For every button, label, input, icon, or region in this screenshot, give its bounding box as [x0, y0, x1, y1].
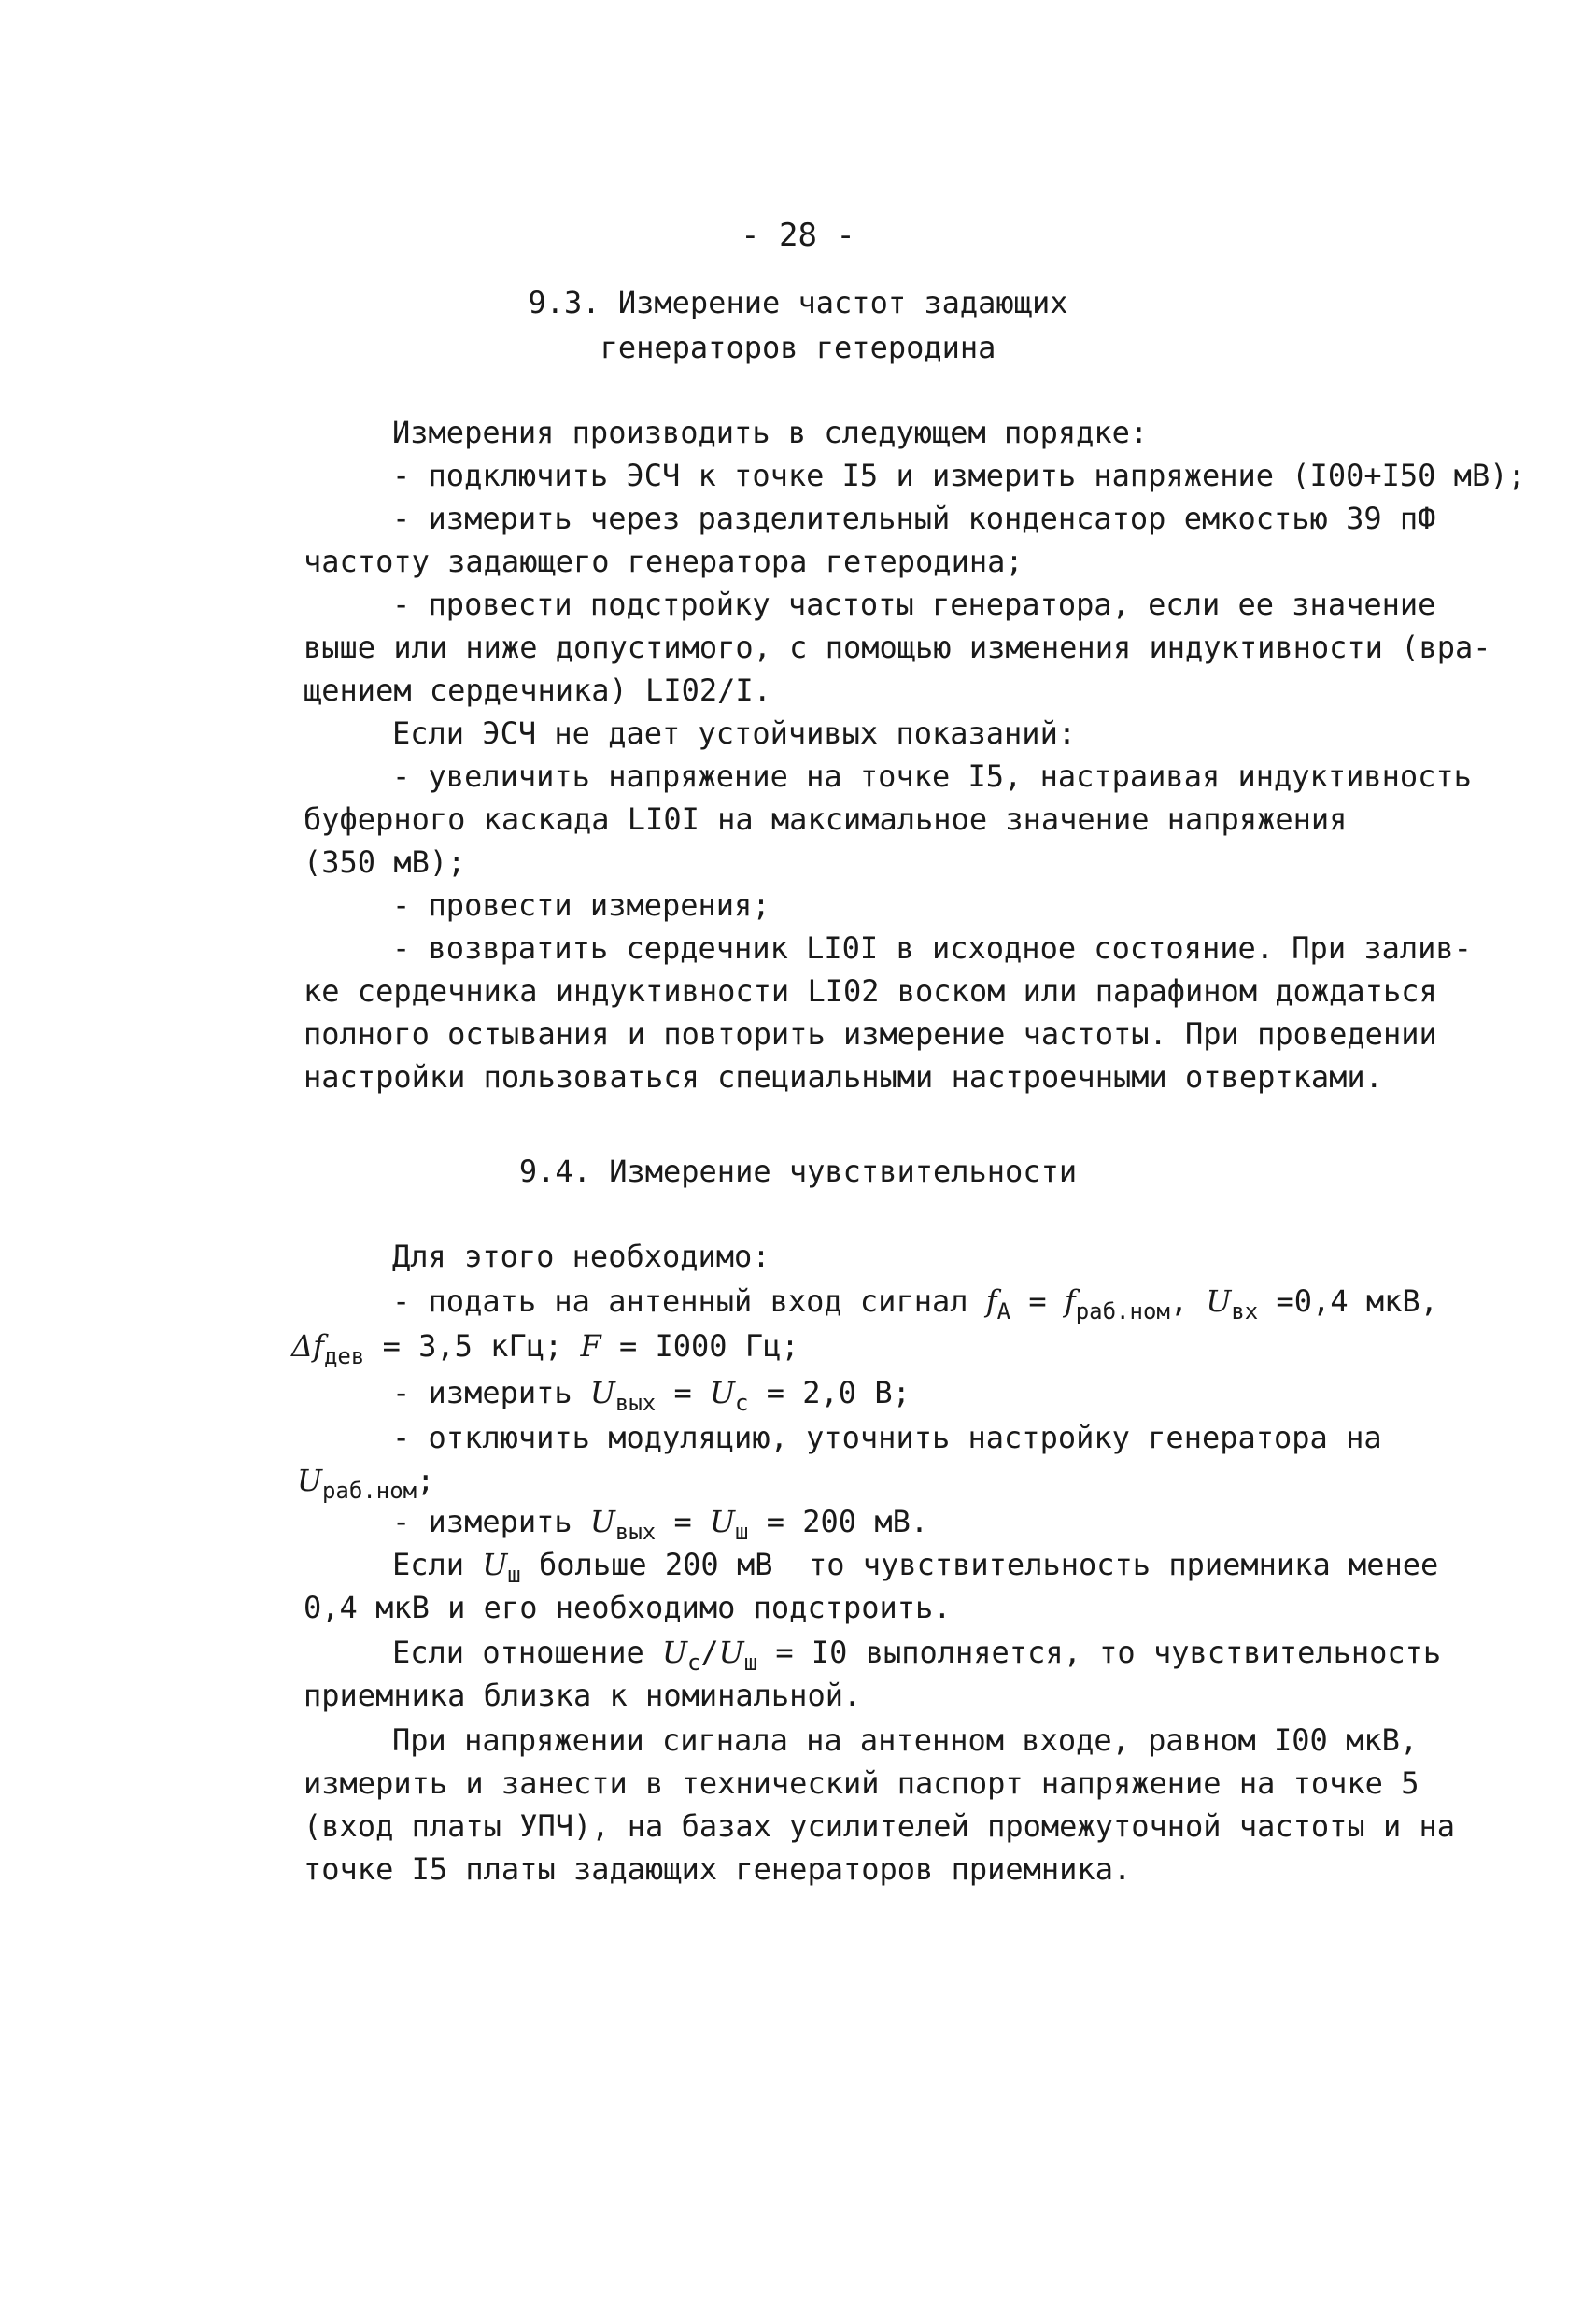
paragraph-line: - измерить через разделительный конденсатор емкостью 39 пФ — [392, 501, 1436, 536]
paragraph-line: настройки пользоваться специальными настроечными отвертками. — [304, 1059, 1383, 1095]
paragraph-line: щением сердечника) LI02/I. — [304, 673, 771, 708]
paragraph-line: - подключить ЭСЧ к точке I5 и измерить напряжение (I00+I50 мВ); — [392, 458, 1526, 493]
section-9-4-title: 9.4. Измерение чувствительности — [518, 1154, 1078, 1189]
paragraph-line: Измерения производить в следующем порядке: — [392, 415, 1149, 450]
paragraph-line: буферного каскада LI0I на максимальное значение напряжения — [304, 801, 1348, 837]
paragraph-line: выше или ниже допустимого, с помощью изменения индуктивности (вра- — [304, 630, 1491, 665]
paragraph-line: - увеличить напряжение на точке I5, настраивая индуктивность — [392, 758, 1472, 794]
paragraph-line: При напряжении сигнала на антенном входе, равном I00 мкВ, — [392, 1722, 1419, 1758]
paragraph-line: - отключить модуляцию, уточнить настройку генератора на — [392, 1420, 1382, 1455]
paragraph-line: точке I5 платы задающих генераторов приемника. — [304, 1851, 1132, 1887]
page-number: - 28 - — [741, 217, 855, 254]
section-9-3-title-line1: 9.3. Измерение частот задающих — [528, 285, 1068, 320]
paragraph-line: - возвратить сердечник LI0I в исходное состояние. При залив- — [392, 930, 1472, 966]
formula-line-deviation: $\Delta f_{дев} = 3,5$ кГц; F = I000 Гц; — [291, 1328, 799, 1369]
formula-line-measure-ush: - измерить $U_{вых} = U_ш = 200$ мВ. — [392, 1504, 929, 1545]
formula-line-measure-uc: - измерить $U_{вых} = U_с = 2,0$ В; — [392, 1375, 911, 1416]
paragraph-line: - провести измерения; — [392, 887, 770, 923]
paragraph-line: - провести подстройку частоты генератора, если ее значение — [392, 587, 1436, 622]
paragraph-line: приемника близка к номинальной. — [304, 1678, 862, 1713]
paragraph-line: Для этого необходимо: — [392, 1239, 770, 1274]
formula-line-ratio: Если отношение $U_с/U_ш = I0$ выполняется, то чувствительность — [392, 1635, 1442, 1676]
formula-line-signal: - подать на антенный вход сигнал $f_A = f_{раб.ном}$, $U_{вх} =0,4$ мкВ, — [392, 1283, 1438, 1324]
paragraph-line: 0,4 мкВ и его необходимо подстроить. — [304, 1590, 952, 1625]
paragraph-line: частоту задающего генератора гетеродина; — [304, 544, 1024, 579]
paragraph-line: измерить и занести в технический паспорт напряжение на точке 5 — [304, 1765, 1419, 1801]
formula-line-urab: $U_{раб.ном}$; — [297, 1463, 435, 1504]
formula-line-if-ush: Если $U_ш$ больше 200 мВ то чувствительность приемника менее — [392, 1547, 1439, 1588]
paragraph-line: (вход платы УПЧ), на базах усилителей промежуточной частоты и на — [304, 1808, 1455, 1844]
paragraph-line: полного остывания и повторить измерение частоты. При проведении — [304, 1016, 1437, 1052]
paragraph-line: (350 мВ); — [304, 844, 466, 880]
paragraph-line: ке сердечника индуктивности LI02 воском или парафином дождаться — [304, 973, 1437, 1009]
section-9-3-title-line2: генераторов гетеродина — [600, 330, 996, 365]
paragraph-line: Если ЭСЧ не дает устойчивых показаний: — [392, 715, 1077, 751]
